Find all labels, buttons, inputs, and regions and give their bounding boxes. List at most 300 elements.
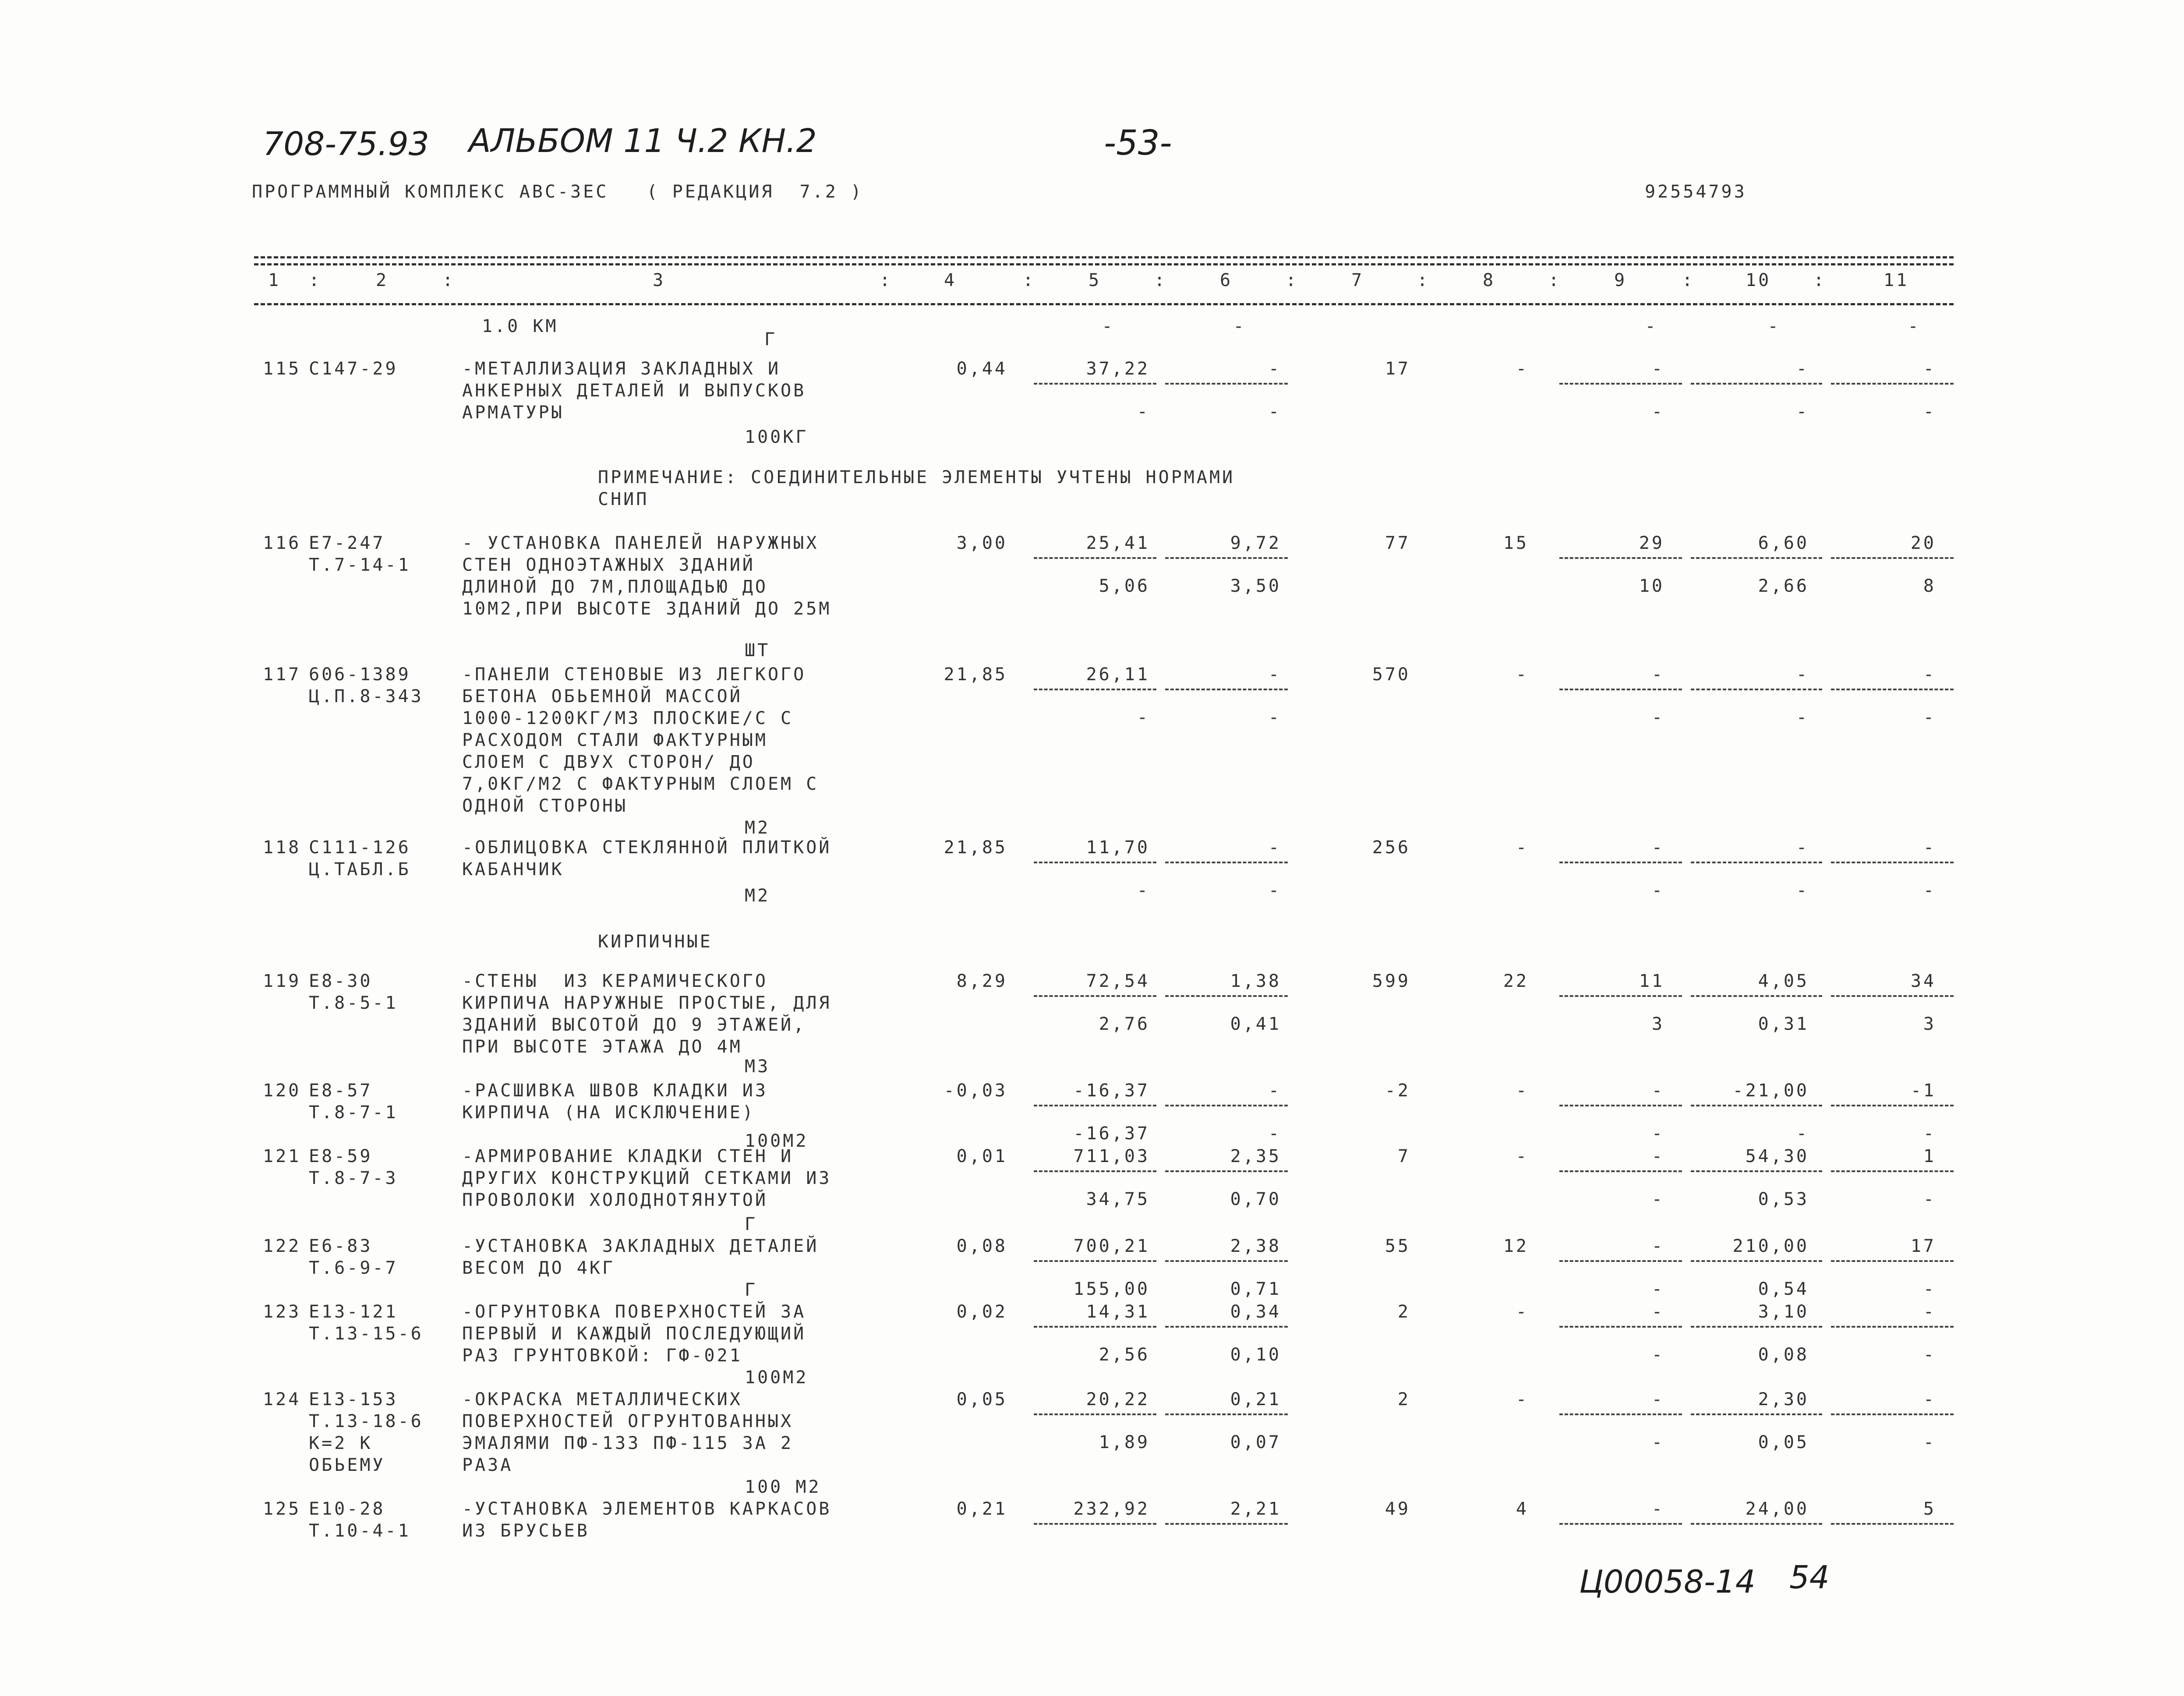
cell-c5: 711,03 [1073,1146,1150,1166]
value-divider [1165,383,1288,385]
cell-c9: - [1651,837,1665,858]
cell-c10: -21,00 [1732,1081,1809,1101]
cell-c10: 210,00 [1732,1236,1809,1256]
row-code: Ц.П.8-343 [309,686,424,707]
cell-c10-second: 0,31 [1758,1014,1809,1034]
row-number: 125 [263,1499,301,1519]
table-header-bottom-rule [254,303,1954,305]
cell-c4: 8,29 [956,971,1007,991]
row-code: Е7-247 [309,533,385,553]
row-description: СТЕН ОДНОЭТАЖНЫХ ЗДАНИЙ [462,555,755,575]
row-code: ОБЬЕМУ [309,1455,385,1475]
cell-c10: 6,60 [1758,533,1809,553]
cell-c10: 4,05 [1758,971,1809,991]
cell-c9-second: - [1651,1345,1665,1365]
value-divider [1034,995,1156,997]
cell-c11-second: - [1923,880,1936,901]
cell-c5: 232,92 [1073,1499,1150,1519]
cell-c4: 0,08 [956,1236,1007,1256]
row-description: -АРМИРОВАНИЕ КЛАДКИ СТЕН И [462,1146,794,1166]
value-divider [1831,557,1954,559]
value-divider [1559,689,1682,690]
cell-c7: 49 [1385,1499,1410,1519]
cell-c6-second: 0,71 [1230,1279,1281,1299]
value-divider [1831,995,1954,997]
cell-c7: 599 [1372,971,1410,991]
cell-c10-second: - [1796,707,1809,728]
value-divider [1034,1413,1156,1415]
row-description: АРМАТУРЫ [462,403,564,423]
row-code: Т.13-15-6 [309,1324,424,1344]
cell-c10: - [1796,837,1809,858]
value-divider [1165,1413,1288,1415]
value-divider [1165,995,1288,997]
value-divider [1559,383,1682,385]
cell-c11-second: 3 [1923,1014,1936,1034]
row-description: -УСТАНОВКА ЗАКЛАДНЫХ ДЕТАЛЕЙ [462,1236,819,1256]
value-divider [1691,557,1822,559]
column-header-11: 11 [1884,270,1909,290]
row-description: РАЗ ГРУНТОВКОЙ: ГФ-021 [462,1346,742,1366]
row-number: 122 [263,1236,301,1256]
row-code: Ц.ТАБЛ.Б [309,859,411,880]
column-header-10: 10 [1746,270,1771,290]
cell-c10-second: 0,54 [1758,1279,1809,1299]
cell-c9: - [1651,1236,1665,1256]
cell-c6-second: - [1268,402,1281,422]
cell-c9: - [1651,1146,1665,1166]
value-divider [1559,1260,1682,1262]
cell-c11-second: - [1923,402,1936,422]
cell-c5-second: -16,37 [1073,1124,1150,1144]
cell-c4: 21,85 [944,664,1007,685]
row-unit: М3 [745,1056,770,1077]
row-description: 1000-1200КГ/М3 ПЛОСКИЕ/С С [462,708,794,728]
cell-c5-second: 2,56 [1099,1345,1150,1365]
cell-c9: 11 [1639,971,1665,991]
column-header-5: 5 [1088,270,1102,290]
cell-c8: - [1516,359,1529,379]
handwritten-sheet: 54 [1789,1559,1830,1596]
row-code: Т.13-18-6 [309,1411,424,1431]
column-separator: : [1548,270,1562,290]
row-description: ВЕСОМ ДО 4КГ [462,1258,615,1278]
cell-c5: -16,37 [1073,1081,1150,1101]
value-divider [1165,862,1288,863]
cell-c5: 26,11 [1086,664,1150,685]
cell-c11: 17 [1910,1236,1936,1256]
row-description: -СТЕНЫ ИЗ КЕРАМИЧЕСКОГО [462,971,768,991]
row-description: ДРУГИХ КОНСТРУКЦИЙ СЕТКАМИ ИЗ [462,1168,832,1188]
cell-c8: - [1516,1302,1529,1322]
value-divider [1165,689,1288,690]
value-divider [1691,689,1822,690]
row-description: ПРИ ВЫСОТЕ ЭТАЖА ДО 4М [462,1037,742,1057]
row-unit: 100КГ [745,427,809,447]
row-code: Т.8-7-1 [309,1102,398,1123]
row-code: К=2 К [309,1433,373,1453]
cell-c9-second: - [1651,1279,1665,1299]
cell-c10: - [1796,359,1809,379]
cell-c9: - [1651,1499,1665,1519]
value-divider [1559,1413,1682,1415]
row-description: КАБАНЧИК [462,859,564,880]
cell-c10-second: 0,08 [1758,1345,1809,1365]
column-separator: : [1682,270,1695,290]
cell-c7: 55 [1385,1236,1410,1256]
cell-c7: 2 [1397,1389,1410,1410]
row-description: -ОГРУНТОВКА ПОВЕРХНОСТЕЙ ЗА [462,1302,806,1322]
cell-c10: 24,00 [1745,1499,1809,1519]
value-divider [1559,995,1682,997]
cell-c7: 570 [1372,664,1410,685]
row-number: 116 [263,533,301,553]
cell-c9: - [1651,664,1665,685]
value-divider [1831,862,1954,863]
cell-c11-second: - [1923,1124,1936,1144]
cell-c4: 21,85 [944,837,1007,858]
cell-c8: - [1516,1146,1529,1166]
value-divider [1559,557,1682,559]
row-description: СЛОЕМ С ДВУХ СТОРОН/ ДО [462,752,755,772]
cell-c4: 0,02 [956,1302,1007,1322]
row-description: ПОВЕРХНОСТЕЙ ОГРУНТОВАННЫХ [462,1411,794,1431]
row-description: 10М2,ПРИ ВЫСОТЕ ЗДАНИЙ ДО 25М [462,599,832,619]
cell-c8: 15 [1503,533,1529,553]
program-header: ПРОГРАММНЫЙ КОМПЛЕКС АВС-3ЕС ( РЕДАКЦИЯ 7.2 ) [252,182,863,202]
cell-c5-second: - [1137,880,1150,901]
cell-c11: - [1923,664,1936,685]
cell-c4: 0,21 [956,1499,1007,1519]
cell-c7: 7 [1397,1146,1410,1166]
row-code: Е8-30 [309,971,373,991]
value-divider [1691,1105,1822,1106]
cell-c4: 0,05 [956,1389,1007,1410]
value-divider [1034,1260,1156,1262]
cell-c5-second: - [1137,707,1150,728]
handwritten-code: 708-75.93 [263,125,429,163]
value-divider [1165,1523,1288,1525]
row-description: -УСТАНОВКА ЭЛЕМЕНТОВ КАРКАСОВ [462,1499,832,1519]
cell-c9-second: - [1651,880,1665,901]
cell-c4: 0,01 [956,1146,1007,1166]
cell-c7: 256 [1372,837,1410,858]
cell-c5-second: 5,06 [1099,576,1150,596]
column-header-8: 8 [1483,270,1496,290]
value-divider [1691,862,1822,863]
cell-c10: - [1796,664,1809,685]
cell-c9-second: - [1651,707,1665,728]
column-header-2: 2 [376,270,389,290]
cell-c6: 0,34 [1230,1302,1281,1322]
value-divider [1691,1260,1822,1262]
value-divider [1165,1170,1288,1172]
continuation-c9: - [1645,316,1658,336]
cell-c10-second: - [1796,1124,1809,1144]
cell-c11-second: 8 [1923,576,1936,596]
column-separator: : [1023,270,1036,290]
cell-c5: 25,41 [1086,533,1150,553]
row-code: Т.8-5-1 [309,993,398,1013]
cell-c8: 12 [1503,1236,1529,1256]
table-top-rule [254,256,1954,258]
cell-c10: 3,10 [1758,1302,1809,1322]
cell-c5-second: 2,76 [1099,1014,1150,1034]
cell-c10-second: - [1796,880,1809,901]
row-code: 606-1389 [309,664,411,685]
value-divider [1559,1326,1682,1328]
value-divider [1034,383,1156,385]
row-description: РАСХОДОМ СТАЛИ ФАКТУРНЫМ [462,730,768,750]
column-header-1: 1 [268,270,281,290]
row-unit: ШТ [745,640,770,661]
cell-c9: 29 [1639,533,1665,553]
row-description: РАЗА [462,1455,513,1475]
row-number: 124 [263,1389,301,1410]
cell-c6: 2,21 [1230,1499,1281,1519]
column-header-6: 6 [1220,270,1233,290]
cell-c11-second: - [1923,1279,1936,1299]
row-code: Т.6-9-7 [309,1258,398,1278]
value-divider [1691,383,1822,385]
cell-c6-second: 0,10 [1230,1345,1281,1365]
value-divider [1559,1523,1682,1525]
value-divider [1034,862,1156,863]
cell-c5-second: 34,75 [1086,1189,1150,1209]
cell-c11: - [1923,1389,1936,1410]
cell-c8: 4 [1516,1499,1529,1519]
cell-c11-second: - [1923,1345,1936,1365]
value-divider [1831,689,1954,690]
row-number: 119 [263,971,301,991]
cell-c11-second: - [1923,707,1936,728]
column-separator: : [309,270,322,290]
value-divider [1831,1105,1954,1106]
cell-c5: 14,31 [1086,1302,1150,1322]
cell-c5: 72,54 [1086,971,1150,991]
cell-c5: 37,22 [1086,359,1150,379]
row-number: 117 [263,664,301,685]
row-number: 115 [263,359,301,379]
cell-c9: - [1651,1302,1665,1322]
row-unit: Г [745,1280,758,1300]
cell-c6: 0,21 [1230,1389,1281,1410]
cell-c6-second: 3,50 [1230,576,1281,596]
cell-c9-second: - [1651,402,1665,422]
cell-c9-second: - [1651,1124,1665,1144]
row-description: КИРПИЧА НАРУЖНЫЕ ПРОСТЫЕ, ДЛЯ [462,993,832,1013]
cell-c6-second: 0,41 [1230,1014,1281,1034]
row-description: БЕТОНА ОБЬЕМНОЙ МАССОЙ [462,686,742,707]
cell-c6: - [1268,1081,1281,1101]
row-unit: М2 [745,818,770,838]
row-description: АНКЕРНЫХ ДЕТАЛЕЙ И ВЫПУСКОВ [462,381,806,401]
cell-c5-second: - [1137,402,1150,422]
handwritten-stamp: Ц00058-14 [1579,1563,1756,1600]
row-code: Т.8-7-3 [309,1168,398,1188]
cell-c10: 2,30 [1758,1389,1809,1410]
document-id: 92554793 [1645,182,1747,202]
value-divider [1559,862,1682,863]
cell-c4: 3,00 [956,533,1007,553]
row-code: С111-126 [309,837,411,858]
value-divider [1691,995,1822,997]
row-description: ЭМАЛЯМИ ПФ-133 ПФ-115 ЗА 2 [462,1433,794,1453]
value-divider [1165,1105,1288,1106]
cell-c11: -1 [1910,1081,1936,1101]
row-description: 7,0КГ/М2 С ФАКТУРНЫМ СЛОЕМ С [462,774,819,794]
row-description: -ОКРАСКА МЕТАЛЛИЧЕСКИХ [462,1389,742,1410]
cell-c4: -0,03 [944,1081,1007,1101]
cell-c11: - [1923,837,1936,858]
row-description: КИРПИЧА (НА ИСКЛЮЧЕНИЕ) [462,1102,755,1123]
value-divider [1691,1170,1822,1172]
value-divider [1034,1523,1156,1525]
row-unit: 100М2 [745,1131,809,1151]
row-description: - УСТАНОВКА ПАНЕЛЕЙ НАРУЖНЫХ [462,533,819,553]
row-description: ОДНОЙ СТОРОНЫ [462,796,628,816]
cell-c7: -2 [1385,1081,1410,1101]
value-divider [1034,689,1156,690]
cell-c11: - [1923,359,1936,379]
cell-c11: 34 [1910,971,1936,991]
continuation-unit: 1.0 КМ [482,316,558,336]
cell-c10-second: - [1796,402,1809,422]
cell-c5: 700,21 [1073,1236,1150,1256]
cell-c11: - [1923,1302,1936,1322]
value-divider [1165,1260,1288,1262]
cell-c7: 2 [1397,1302,1410,1322]
continuation-c11: - [1908,316,1921,336]
value-divider [1691,1326,1822,1328]
row-code: Е13-121 [309,1302,398,1322]
column-header-3: 3 [653,270,666,290]
column-separator: : [1417,270,1430,290]
cell-c10: 54,30 [1745,1146,1809,1166]
cell-c6: - [1268,359,1281,379]
continuation-c6: - [1233,316,1246,336]
value-divider [1691,1413,1822,1415]
cell-c11-second: - [1923,1432,1936,1452]
value-divider [1034,1326,1156,1328]
cell-c11: 5 [1923,1499,1936,1519]
cell-c6: 2,38 [1230,1236,1281,1256]
cell-c11-second: - [1923,1189,1936,1209]
column-header-4: 4 [944,270,957,290]
row-code: Е13-153 [309,1389,398,1410]
cell-c8: - [1516,664,1529,685]
value-divider [1034,1170,1156,1172]
row-code: Е6-83 [309,1236,373,1256]
row-description: -МЕТАЛЛИЗАЦИЯ ЗАКЛАДНЫХ И [462,359,781,379]
cell-c8: - [1516,837,1529,858]
row-unit: 100 М2 [745,1477,821,1497]
cell-c8: - [1516,1081,1529,1101]
row-code: Е10-28 [309,1499,385,1519]
note-line-2: СНИП [598,489,649,509]
row-unit: 100М2 [745,1367,809,1388]
cell-c6-second: - [1268,880,1281,901]
cell-c6-second: - [1268,1124,1281,1144]
value-divider [1831,1413,1954,1415]
table-top-rule-2 [254,263,1954,265]
cell-c6: 9,72 [1230,533,1281,553]
cell-c9: - [1651,1081,1665,1101]
value-divider [1034,557,1156,559]
cell-c6: 1,38 [1230,971,1281,991]
section-title: КИРПИЧНЫЕ [598,932,713,952]
cell-c4: 0,44 [956,359,1007,379]
continuation-c10: - [1767,316,1781,336]
column-separator: : [880,270,893,290]
row-number: 118 [263,837,301,858]
value-divider [1034,1105,1156,1106]
row-number: 121 [263,1146,301,1166]
handwritten-album: АЛЬБОМ 11 Ч.2 КН.2 [469,122,817,160]
note-line-1: ПРИМЕЧАНИЕ: СОЕДИНИТЕЛЬНЫЕ ЭЛЕМЕНТЫ УЧТЕНЫ НОРМАМИ [598,467,1235,488]
row-description: -ОБЛИЦОВКА СТЕКЛЯННОЙ ПЛИТКОЙ [462,837,832,858]
row-unit: Г [745,1214,758,1234]
cell-c10-second: 2,66 [1758,576,1809,596]
continuation-c5: - [1102,316,1115,336]
row-code: С147-29 [309,359,398,379]
cell-c9-second: - [1651,1432,1665,1452]
cell-c6: - [1268,837,1281,858]
cell-c6-second: - [1268,707,1281,728]
row-description: ПЕРВЫЙ И КАЖДЫЙ ПОСЛЕДУЮЩИЙ [462,1324,806,1344]
cell-c6-second: 0,70 [1230,1189,1281,1209]
value-divider [1559,1105,1682,1106]
cell-c7: 77 [1385,533,1410,553]
handwritten-page-number: -53- [1104,124,1172,163]
row-number: 123 [263,1302,301,1322]
cell-c6: - [1268,664,1281,685]
row-description: ДЛИНОЙ ДО 7М,ПЛОЩАДЬЮ ДО [462,577,768,597]
row-code: Е8-57 [309,1081,373,1101]
value-divider [1831,383,1954,385]
cell-c5: 11,70 [1086,837,1150,858]
cell-c11: 1 [1923,1146,1936,1166]
cell-c6: 2,35 [1230,1146,1281,1166]
cell-c11: 20 [1910,533,1936,553]
row-unit: М2 [745,886,770,906]
value-divider [1831,1523,1954,1525]
cell-c9: - [1651,359,1665,379]
cell-c8: 22 [1503,971,1529,991]
cell-c6-second: 0,07 [1230,1432,1281,1452]
row-unit-marker: Г [764,329,777,350]
row-code: Т.10-4-1 [309,1521,411,1541]
cell-c9-second: 10 [1639,576,1665,596]
row-description: ИЗ БРУСЬЕВ [462,1521,590,1541]
row-code: Т.7-14-1 [309,555,411,575]
cell-c10-second: 0,05 [1758,1432,1809,1452]
column-separator: : [1813,270,1827,290]
row-description: ПРОВОЛОКИ ХОЛОДНОТЯНУТОЙ [462,1190,768,1210]
value-divider [1831,1260,1954,1262]
row-number: 120 [263,1081,301,1101]
cell-c5-second: 1,89 [1099,1432,1150,1452]
row-code: Е8-59 [309,1146,373,1166]
row-description: -РАСШИВКА ШВОВ КЛАДКИ ИЗ [462,1081,768,1101]
value-divider [1559,1170,1682,1172]
value-divider [1165,557,1288,559]
value-divider [1691,1523,1822,1525]
cell-c9-second: - [1651,1189,1665,1209]
cell-c5: 20,22 [1086,1389,1150,1410]
cell-c9-second: 3 [1651,1014,1665,1034]
cell-c8: - [1516,1389,1529,1410]
